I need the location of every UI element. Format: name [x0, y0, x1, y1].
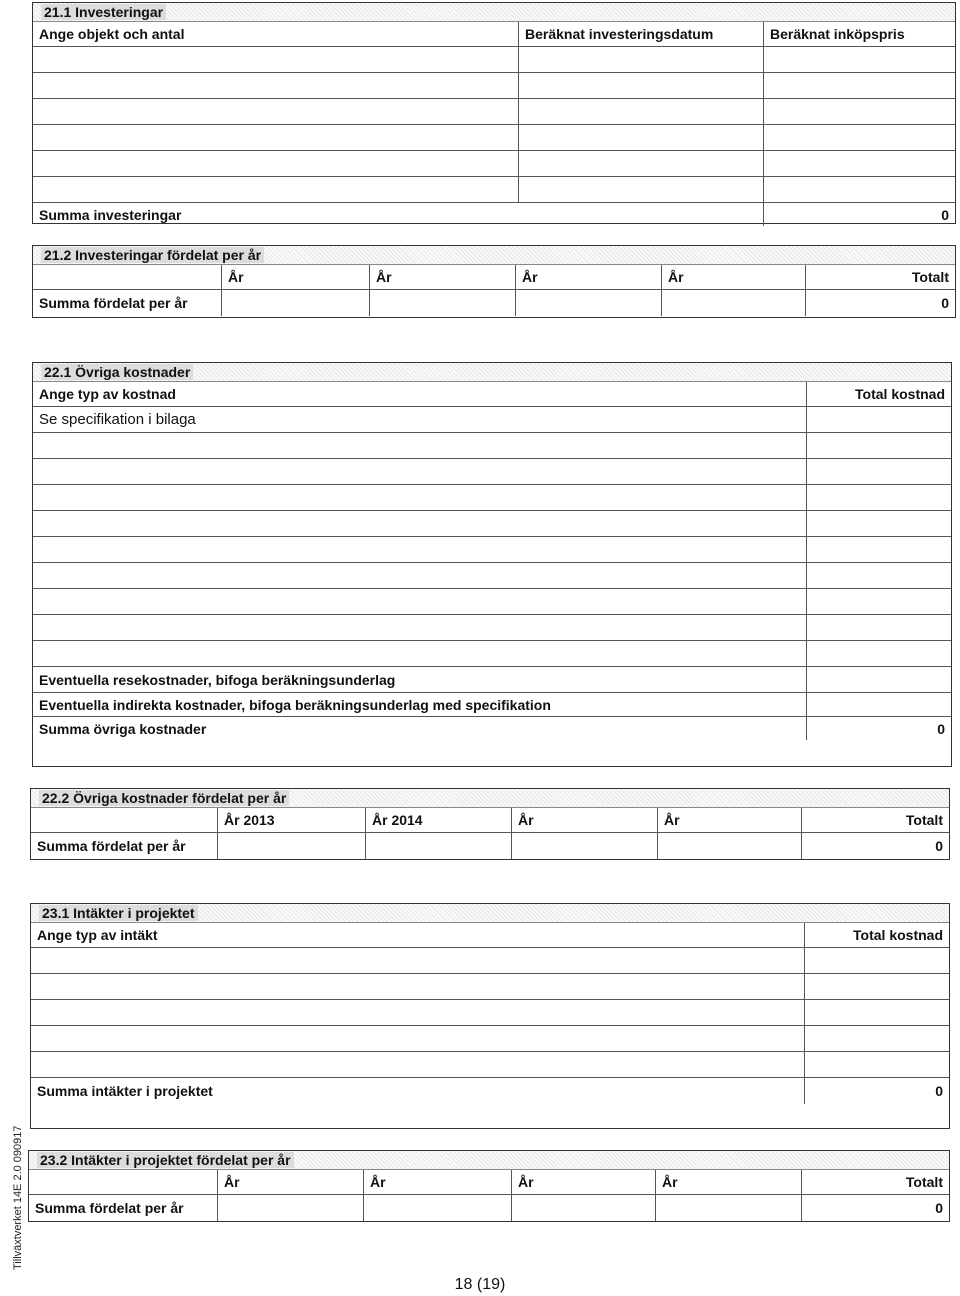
sum-value[interactable]: 0: [763, 203, 955, 226]
year-header: År 2013: [217, 808, 365, 832]
table-row[interactable]: [33, 588, 951, 614]
col-date-header: Beräknat investeringsdatum: [518, 22, 763, 46]
year-header: År: [363, 1170, 511, 1194]
table-row[interactable]: [33, 562, 951, 588]
year-value[interactable]: [661, 290, 805, 316]
section-intakter-per-ar: [28, 1150, 950, 1222]
indirect-value[interactable]: [806, 693, 951, 716]
section-title: 21.1 Investeringar: [33, 3, 955, 22]
sum-label: Summa fördelat per år: [37, 838, 186, 854]
sum-value[interactable]: 0: [806, 717, 951, 740]
header-row: [29, 1170, 949, 1194]
sum-value[interactable]: 0: [804, 1078, 949, 1104]
sum-row: [33, 289, 955, 316]
section-title: 23.1 Intäkter i projektet: [31, 904, 949, 923]
cost-type-value[interactable]: Se specifikation i bilaga: [39, 411, 196, 428]
year-value[interactable]: [217, 833, 365, 859]
indirect-row: [33, 692, 951, 716]
sum-row: [31, 832, 949, 859]
total-header: Totalt: [801, 808, 949, 832]
year-value[interactable]: [657, 833, 801, 859]
travel-value[interactable]: [806, 667, 951, 692]
table-row[interactable]: [31, 999, 949, 1025]
year-header: År 2014: [365, 808, 511, 832]
sum-label: Summa intäkter i projektet: [37, 1083, 213, 1099]
section-title: 22.2 Övriga kostnader fördelat per år: [31, 789, 949, 808]
section-ovriga-kostnader-per-ar: [30, 788, 950, 860]
section-title: 23.2 Intäkter i projektet fördelat per år: [29, 1151, 949, 1170]
sum-label: Summa övriga kostnader: [39, 720, 207, 737]
col-price-header: Beräknat inköpspris: [763, 22, 955, 46]
year-header: År: [655, 1170, 801, 1194]
table-row[interactable]: [33, 640, 951, 666]
total-value[interactable]: 0: [801, 833, 949, 859]
table-row[interactable]: [31, 973, 949, 999]
form-id: Tillväxtverket 14E 2.0 090917: [12, 1125, 24, 1270]
section-title: 21.2 Investeringar fördelat per år: [33, 246, 955, 265]
table-row[interactable]: [33, 406, 951, 432]
col-total-header: Total kostnad: [804, 923, 949, 947]
section-intakter: [30, 903, 950, 1129]
sum-row: [33, 202, 955, 226]
total-header: Totalt: [801, 1170, 949, 1194]
table-row[interactable]: [33, 458, 951, 484]
year-value[interactable]: [655, 1195, 801, 1221]
year-header: År: [657, 808, 801, 832]
travel-row: [33, 666, 951, 692]
page-number: 18 (19): [454, 1276, 506, 1293]
table-row[interactable]: [33, 510, 951, 536]
year-header: År: [661, 265, 805, 289]
table-row[interactable]: [33, 176, 955, 202]
year-value[interactable]: [515, 290, 661, 316]
year-header: År: [511, 808, 657, 832]
section-investeringar-per-ar: [32, 245, 956, 318]
total-value[interactable]: 0: [805, 290, 955, 316]
year-value[interactable]: [365, 833, 511, 859]
table-row[interactable]: [31, 1025, 949, 1051]
header-row: [33, 22, 955, 46]
sum-label: Summa fördelat per år: [39, 295, 188, 311]
sum-label: Summa investeringar: [39, 206, 182, 223]
sum-label: Summa fördelat per år: [35, 1200, 184, 1216]
year-header: År: [217, 1170, 363, 1194]
table-row[interactable]: [33, 72, 955, 98]
header-row: [33, 265, 955, 289]
year-value[interactable]: [217, 1195, 363, 1221]
year-value[interactable]: [221, 290, 369, 316]
table-row[interactable]: [33, 150, 955, 176]
col-total-header: Total kostnad: [806, 382, 951, 406]
indirect-label: Eventuella indirekta kostnader, bifoga beräkningsunderlag med specifikation: [39, 696, 551, 713]
table-row[interactable]: [31, 947, 949, 973]
table-row[interactable]: [33, 124, 955, 150]
year-header: År: [515, 265, 661, 289]
year-value[interactable]: [511, 833, 657, 859]
year-value[interactable]: [511, 1195, 655, 1221]
form-id-sidebar: [0, 1100, 24, 1270]
travel-label: Eventuella resekostnader, bifoga beräkningsunderlag: [39, 671, 396, 688]
sum-row: [29, 1194, 949, 1221]
table-row[interactable]: [33, 432, 951, 458]
header-row: [31, 808, 949, 832]
sum-row: [31, 1077, 949, 1104]
col-type-header: Ange typ av kostnad: [39, 386, 176, 402]
year-value[interactable]: [363, 1195, 511, 1221]
header-row: [31, 923, 949, 947]
table-row[interactable]: [33, 614, 951, 640]
section-ovriga-kostnader: [32, 362, 952, 767]
year-header: År: [369, 265, 515, 289]
col-type-header: Ange typ av intäkt: [37, 927, 158, 943]
section-title: 22.1 Övriga kostnader: [33, 363, 951, 382]
year-header: År: [511, 1170, 655, 1194]
table-row[interactable]: [31, 1051, 949, 1077]
table-row[interactable]: [33, 98, 955, 124]
total-value[interactable]: 0: [801, 1195, 949, 1221]
header-row: [33, 382, 951, 406]
year-value[interactable]: [369, 290, 515, 316]
sum-row: [33, 716, 951, 740]
table-row[interactable]: [33, 46, 955, 72]
total-header: Totalt: [805, 265, 955, 289]
section-investeringar: [32, 2, 956, 224]
col-object-header: Ange objekt och antal: [39, 26, 185, 42]
year-header: År: [221, 265, 369, 289]
table-row[interactable]: [33, 484, 951, 510]
table-row[interactable]: [33, 536, 951, 562]
